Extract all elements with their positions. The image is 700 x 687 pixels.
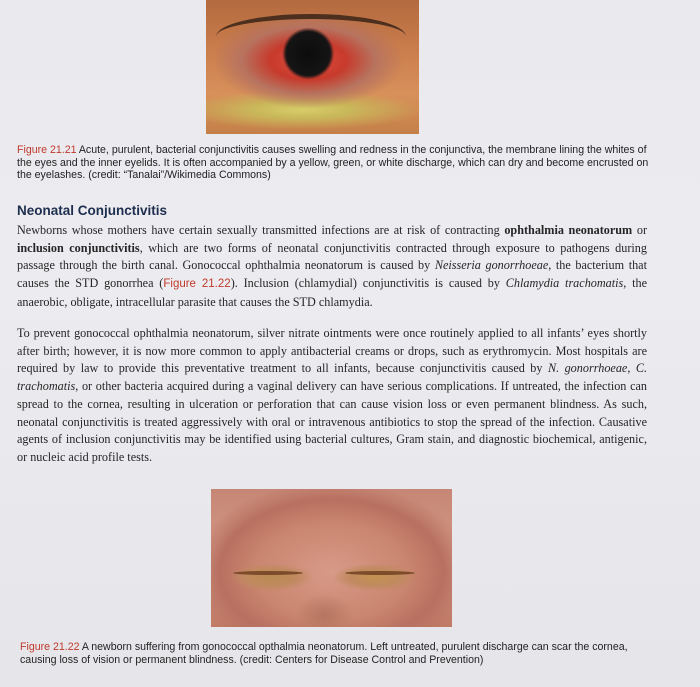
text: To prevent gonococcal ophthalmia neonatorum, silver nitrate ointments were once routinely applied to all infants’ eyes shortly after birth; however, it is now more common to apply antibacterial creams or drops, such as erythromycin. Most hospitals are required by law to provide this preventative treatment to all infants, because conjunctivitis caused by (17, 326, 647, 376)
text: ). Inclusion (chlamydial) conjunctivitis is caused by (230, 276, 506, 291)
species-name: Chlamydia trachomatis (505, 276, 624, 291)
figure-21-22-link[interactable]: Figure 21.22 (163, 278, 231, 291)
species-name: Neisseria gonorrhoeae (434, 258, 549, 273)
text: Newborns whose mothers have certain sexually transmitted infections are at risk of contracting (17, 223, 505, 237)
caption-text: A newborn suffering from gonococcal opthalmia neonatorum. Left untreated, purulent discharge can scar the cornea, causing loss of vision or permanent blindness. (credit: Centers for Disease Control and Prevention) (20, 641, 628, 666)
text: or other bacteria acquired during a vaginal delivery can have serious complications. If untreated, the infection can spread to the cornea, resulting in ulceration or perforation that can cause vision loss or even permanent blindness. As such, neonatal conjunctivitis is treated aggressively with oral or intravenous antibiotics to stop the spread of the infection. Causative agents of inclusion conjunctivitis may be identified using bacterial cultures, Gram stain, and diagnostic biochemical, antigenic, or nucleic acid profile tests. (17, 379, 647, 464)
figure-label: Figure 21.21 (17, 144, 77, 156)
text: , the bacterium that causes the STD gonorrhea ( (17, 258, 647, 291)
term-ophthalmia-neonatorum: ophthalmia neonatorum (504, 223, 633, 237)
figure-21-22-caption (20, 641, 660, 666)
caption-text: Acute, purulent, bacterial conjunctivitis causes swelling and redness in the conjunctiva, the membrane lining the whites of the eyes and the inner eyelids. It is often accompanied by a yellow, green, or white discharge, which can dry and become encrusted on the eyelashes. (credit: “Tanalai”/Wikimedia Commons) (17, 144, 649, 182)
section-heading: Neonatal Conjunctivitis (17, 203, 168, 218)
term-inclusion-conjunctivitis: inclusion conjunctivitis (17, 240, 140, 255)
text: , the anaerobic, obligate, intracellular parasite that causes the STD chlamydia. (17, 276, 648, 309)
species-names: N. gonorrhoeae, C. trachomatis, (17, 361, 648, 394)
paragraph-1 (17, 222, 647, 312)
paragraph-2 (17, 325, 647, 467)
text: or (632, 223, 648, 237)
conjunctivitis-eye-photo (206, 0, 419, 134)
newborn-eyes-photo (211, 489, 452, 627)
figure-21-21-caption (17, 144, 657, 182)
text: , which are two forms of neonatal conjunctivitis contracted through exposure to pathogens during passage through the birth canal. Gonococcal ophthalmia neonatorum is caused by (17, 240, 647, 273)
figure-label: Figure 21.22 (20, 641, 80, 653)
